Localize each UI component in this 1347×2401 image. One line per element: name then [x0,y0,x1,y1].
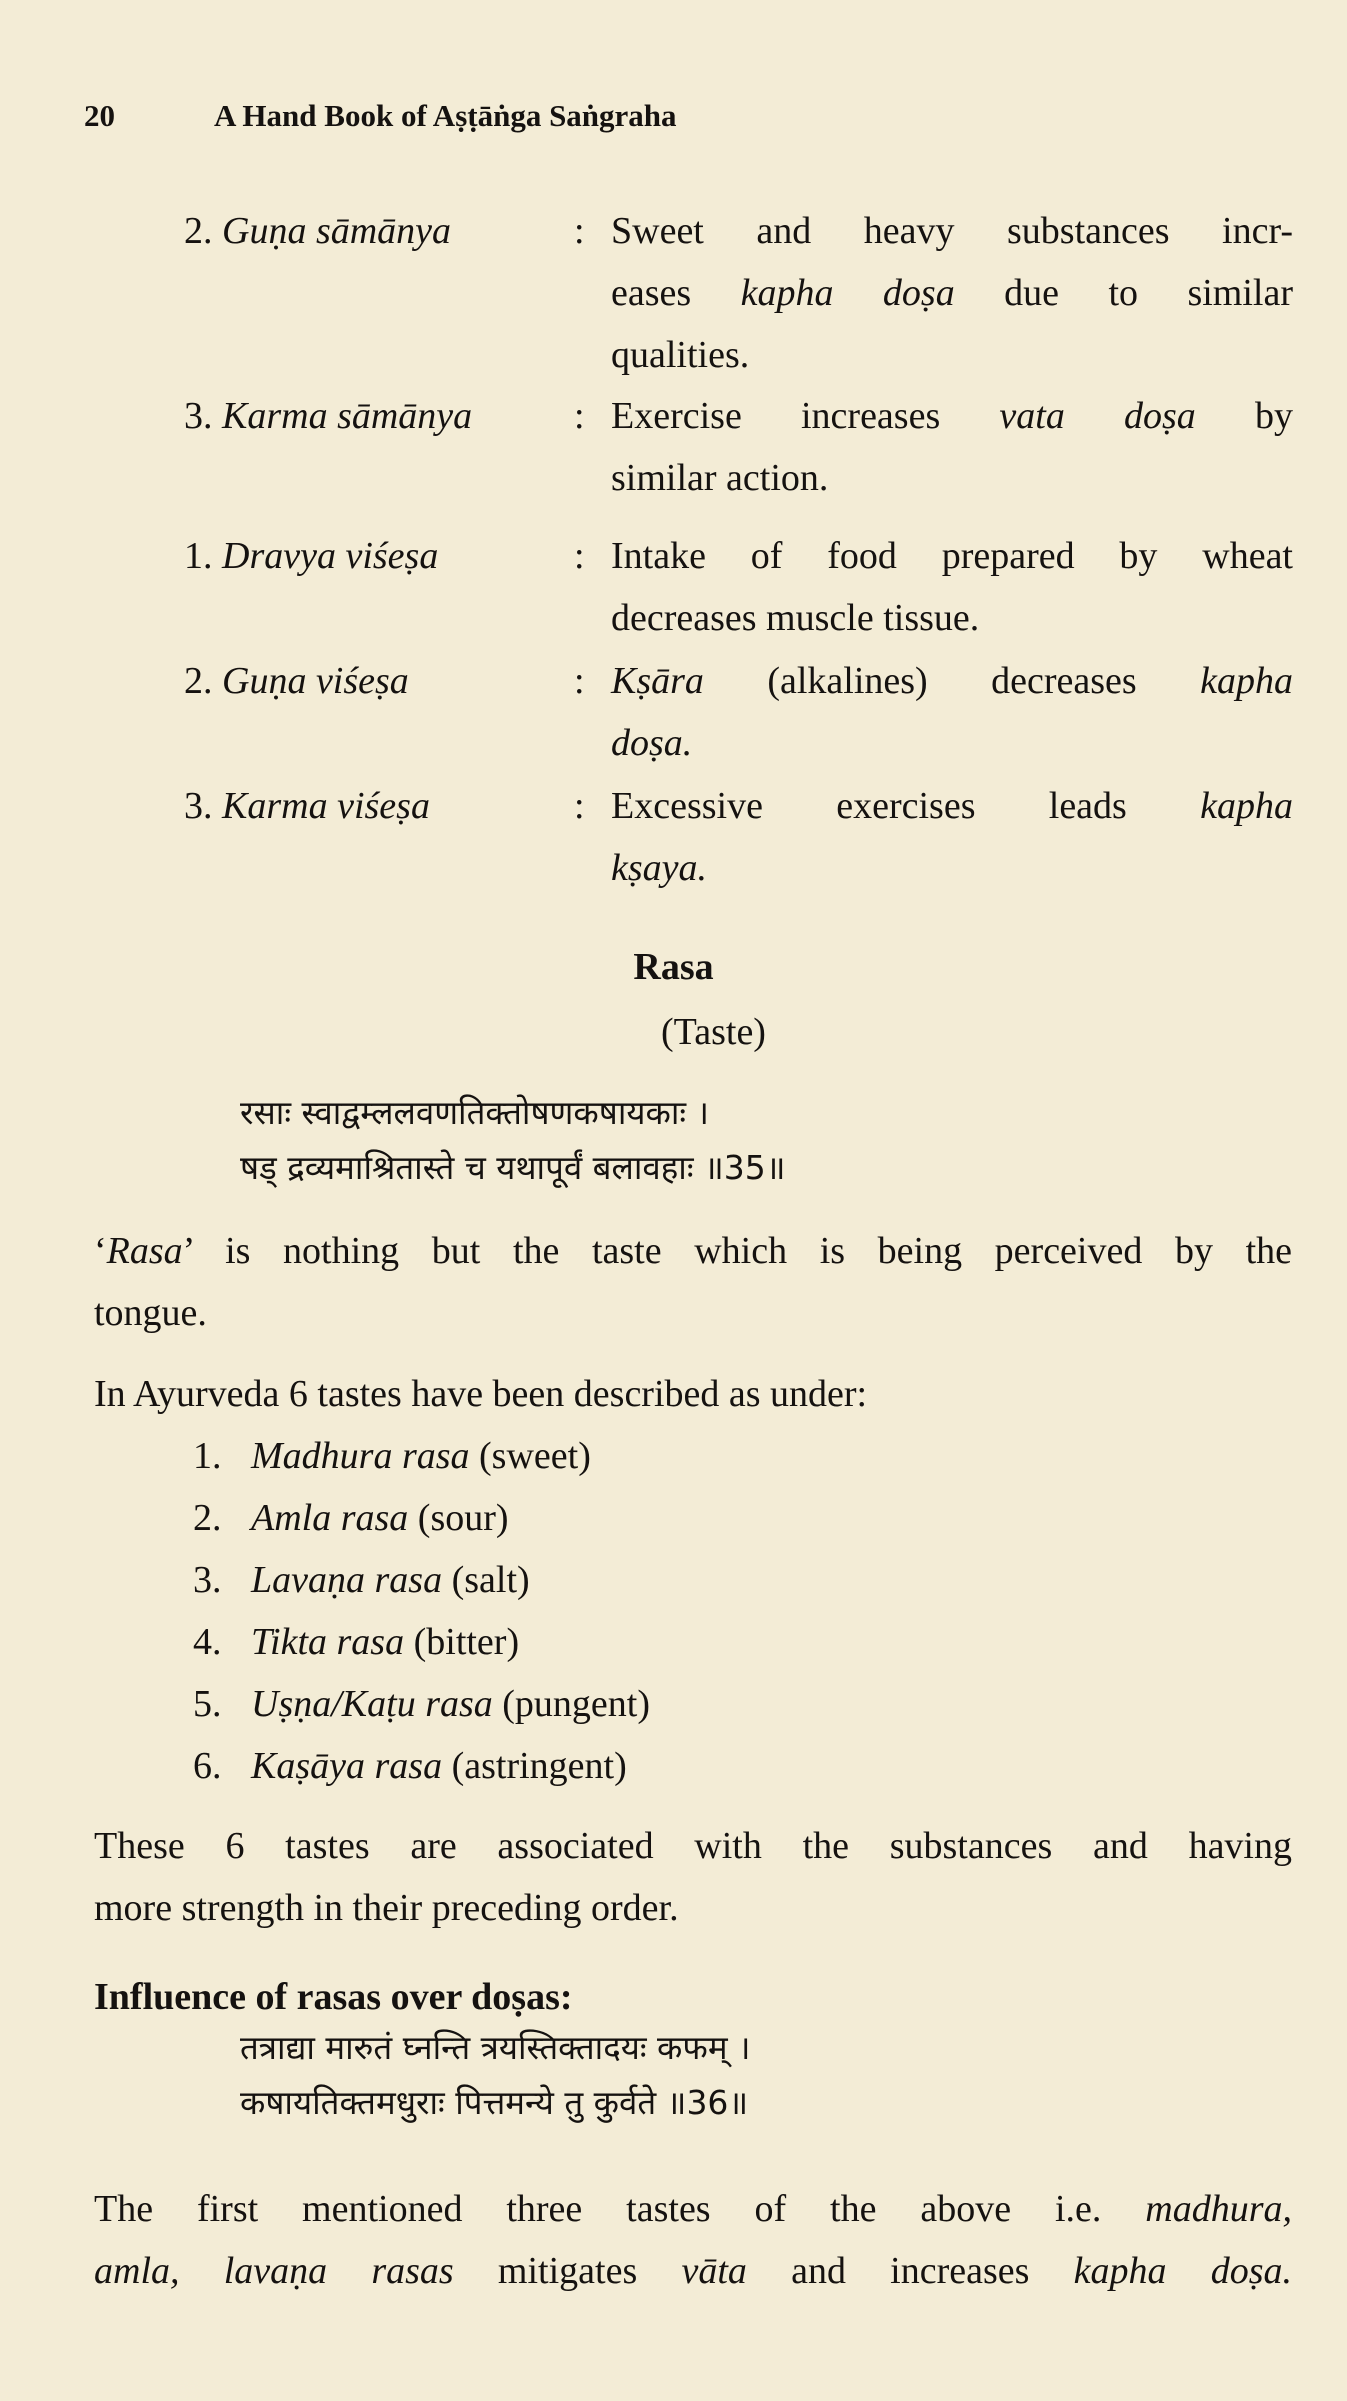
taste-number: 1. [193,1435,222,1477]
definition-line [611,775,1293,837]
taste-list-item [193,1611,650,1673]
definition-line [611,447,1293,509]
definition-line [611,837,1293,899]
text-run: mitigates [453,2250,682,2292]
definition-number: 1. [184,535,222,577]
taste-number: 4. [193,1621,222,1663]
definition-term [184,650,409,712]
tastes-list [193,1425,650,1797]
text-run: Exercise increases [611,395,1000,437]
italic-term: kapha doṣa [740,272,955,314]
taste-list-item [193,1735,650,1797]
taste-number: 3. [193,1559,222,1601]
taste-number: 6. [193,1745,222,1787]
sanskrit-verse-36 [240,2020,751,2130]
rasa-subheading: (Taste) [661,1011,766,1053]
definition-number: 2. [184,660,222,702]
text-run: Sweet and heavy substances incr- [611,210,1293,252]
influence-heading: Influence of rasas over doṣas: [94,1976,573,2018]
para-line [94,2178,1292,2240]
page-number: 20 [84,98,115,133]
tastes-order-paragraph [94,1815,1292,1939]
para-line: In Ayurveda 6 tastes have been described as under: [94,1373,868,1415]
taste-name: Uṣṇa/Kaṭu rasa [251,1683,493,1725]
taste-meaning: (salt) [442,1559,530,1601]
para-line [94,1282,1292,1344]
text-run: due to similar [954,272,1293,314]
italic-term: kapha [1200,660,1293,702]
taste-meaning: (astringent) [442,1745,627,1787]
definition-number: 2. [184,210,222,252]
italic-term: vata doṣa [999,395,1196,437]
text-run: similar action. [611,457,829,499]
taste-name: Kaṣāya rasa [251,1745,443,1787]
verse-line: रसाः स्वाद्वम्ललवणतिक्तोषणकषायकाः । [240,1093,710,1132]
text-run: ’ is nothing but the taste which is being perceived by the [182,1230,1292,1272]
definition-text [611,200,1293,386]
page-header [84,98,677,134]
text-run: eases [611,272,741,314]
taste-meaning: (sweet) [469,1435,591,1477]
definition-line [611,525,1293,587]
definition-colon: : [574,535,585,577]
definition-colon: : [574,210,585,252]
taste-name: Madhura rasa [251,1435,470,1477]
text-run: tongue. [94,1292,207,1334]
definition-line [611,712,1293,774]
definition-term-name: Karma sāmānya [222,395,473,437]
taste-number: 5. [193,1683,222,1725]
definition-line [611,324,1293,386]
definition-line [611,385,1293,447]
definition-text [611,650,1293,774]
taste-list-item [193,1673,650,1735]
definition-number: 3. [184,785,222,827]
taste-name: Lavaṇa rasa [251,1559,443,1601]
definition-line [611,587,1293,649]
text-run: Intake of food prepared by wheat [611,535,1293,577]
definition-term [184,385,472,447]
italic-term: kṣaya. [611,847,708,889]
text-run: ‘ [94,1230,107,1272]
taste-meaning: (bitter) [404,1621,520,1663]
definition-text [611,385,1293,509]
text-run: Excessive exercises leads [611,785,1201,827]
taste-meaning: (pungent) [492,1683,651,1725]
definition-line [611,650,1293,712]
verse-line: षड् द्रव्यमाश्रितास्ते च यथापूर्वं बलावहाः ॥35॥ [240,1148,786,1187]
italic-term: kapha doṣa. [1073,2250,1293,2292]
definition-text [611,775,1293,899]
italic-term: Rasa [106,1230,183,1272]
italic-term: kapha [1200,785,1293,827]
definition-colon: : [574,785,585,827]
para-line: more strength in their preceding order. [94,1887,679,1929]
definition-term [184,775,430,837]
taste-name: Amla rasa [251,1497,409,1539]
taste-number: 2. [193,1497,222,1539]
definition-term-name: Karma viśeṣa [222,785,430,827]
taste-name: Tikta rasa [251,1621,405,1663]
taste-list-item [193,1549,650,1611]
book-title: A Hand Book of Aṣṭāṅga Saṅgraha [214,98,677,133]
italic-term: amla, lavaṇa rasas [94,2250,454,2292]
definition-term-name: Guṇa sāmānya [222,210,452,252]
text-run: and increases [746,2250,1074,2292]
definition-colon: : [574,660,585,702]
verse-line: कषायतिक्तमधुराः पित्तमन्ये तु कुर्वते ॥36॥ [240,2083,749,2122]
verse-line: तत्राद्या मारुतं घ्नन्ति त्रयस्तिक्तादयः कफम् । [240,2028,751,2067]
italic-term: madhura, [1145,2188,1292,2230]
para-line [94,2240,1292,2302]
rasa-definition-paragraph [94,1220,1292,1344]
tastes-intro-paragraph [94,1363,1292,1425]
definition-number: 3. [184,395,222,437]
taste-list-item [193,1425,650,1487]
definition-term-name: Dravya viśeṣa [222,535,439,577]
rasa-heading: Rasa [633,946,714,988]
text-run: The first mentioned three tastes of the above i.e. [94,2188,1146,2230]
italic-term: Kṣāra [611,660,704,702]
italic-term: doṣa. [611,722,693,764]
sanskrit-verse-35 [240,1085,786,1195]
para-line [94,1220,1292,1282]
text-run: decreases muscle tissue. [611,597,980,639]
definition-term [184,525,438,587]
definition-term [184,200,451,262]
definition-term-name: Guṇa viśeṣa [222,660,409,702]
definition-line [611,200,1293,262]
italic-term: vāta [681,2250,747,2292]
definition-line [611,262,1293,324]
para-line: These 6 tastes are associated with the substances and having [94,1825,1292,1867]
rasa-effects-paragraph [94,2178,1292,2302]
definition-text [611,525,1293,649]
taste-list-item [193,1487,650,1549]
text-run: by [1195,395,1293,437]
taste-meaning: (sour) [408,1497,509,1539]
definition-colon: : [574,395,585,437]
text-run: qualities. [611,334,750,376]
text-run: (alkalines) decreases [703,660,1201,702]
